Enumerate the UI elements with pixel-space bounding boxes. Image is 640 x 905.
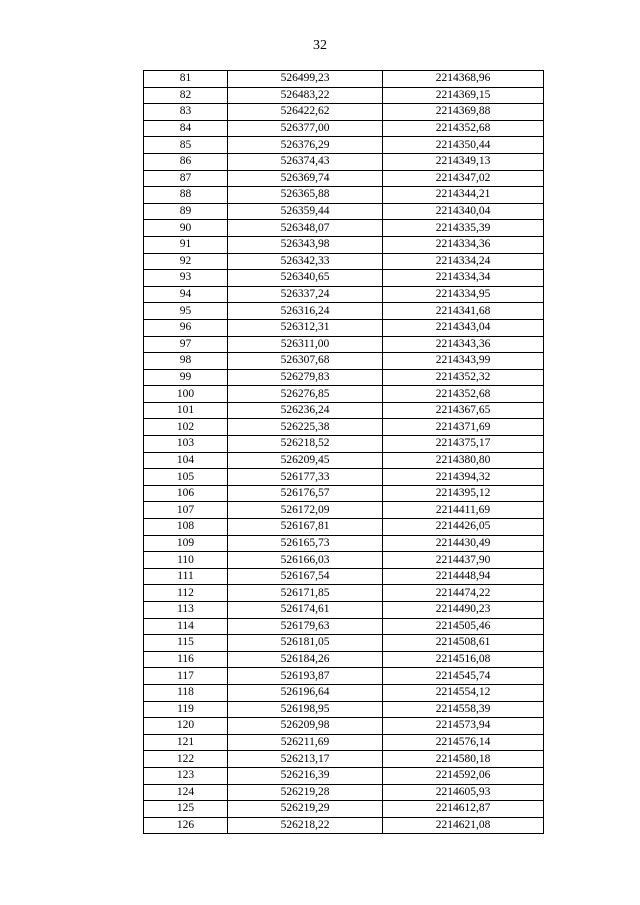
page-number: 32 <box>313 38 327 53</box>
x-coordinate-cell: 526172,09 <box>228 502 383 519</box>
point-number-cell: 83 <box>144 104 228 121</box>
y-coordinate-cell: 2214554,12 <box>383 684 544 701</box>
point-number-cell: 88 <box>144 187 228 204</box>
y-coordinate-cell: 2214411,69 <box>383 502 544 519</box>
table-row <box>144 203 544 220</box>
table-row <box>144 270 544 287</box>
point-number-cell: 125 <box>144 801 228 818</box>
x-coordinate-cell: 526219,28 <box>228 784 383 801</box>
table-row <box>144 585 544 602</box>
y-coordinate-cell: 2214341,68 <box>383 303 544 320</box>
table-row <box>144 87 544 104</box>
x-coordinate-cell: 526167,54 <box>228 568 383 585</box>
point-number-cell: 86 <box>144 153 228 170</box>
y-coordinate-cell: 2214347,02 <box>383 170 544 187</box>
point-number-cell: 122 <box>144 751 228 768</box>
point-number-cell: 85 <box>144 137 228 154</box>
x-coordinate-cell: 526359,44 <box>228 203 383 220</box>
table-row <box>144 419 544 436</box>
point-number-cell: 87 <box>144 170 228 187</box>
y-coordinate-cell: 2214352,68 <box>383 386 544 403</box>
point-number-cell: 104 <box>144 452 228 469</box>
table-row <box>144 369 544 386</box>
table-row <box>144 236 544 253</box>
x-coordinate-cell: 526374,43 <box>228 153 383 170</box>
table-row <box>144 817 544 834</box>
point-number-cell: 106 <box>144 485 228 502</box>
point-number-cell: 105 <box>144 469 228 486</box>
y-coordinate-cell: 2214352,32 <box>383 369 544 386</box>
point-number-cell: 102 <box>144 419 228 436</box>
point-number-cell: 117 <box>144 668 228 685</box>
point-number-cell: 114 <box>144 618 228 635</box>
point-number-cell: 100 <box>144 386 228 403</box>
x-coordinate-cell: 526218,22 <box>228 817 383 834</box>
x-coordinate-cell: 526311,00 <box>228 336 383 353</box>
y-coordinate-cell: 2214505,46 <box>383 618 544 635</box>
y-coordinate-cell: 2214367,65 <box>383 402 544 419</box>
x-coordinate-cell: 526209,98 <box>228 718 383 735</box>
table-row <box>144 120 544 137</box>
point-number-cell: 103 <box>144 436 228 453</box>
point-number-cell: 93 <box>144 270 228 287</box>
point-number-cell: 109 <box>144 535 228 552</box>
point-number-cell: 107 <box>144 502 228 519</box>
table-row <box>144 568 544 585</box>
y-coordinate-cell: 2214340,04 <box>383 203 544 220</box>
table-row <box>144 402 544 419</box>
x-coordinate-cell: 526337,24 <box>228 286 383 303</box>
table-row <box>144 701 544 718</box>
table-row <box>144 137 544 154</box>
point-number-cell: 126 <box>144 817 228 834</box>
point-number-cell: 124 <box>144 784 228 801</box>
x-coordinate-cell: 526165,73 <box>228 535 383 552</box>
table-row <box>144 170 544 187</box>
point-number-cell: 82 <box>144 87 228 104</box>
table-row <box>144 718 544 735</box>
table-row <box>144 552 544 569</box>
point-number-cell: 96 <box>144 319 228 336</box>
table-row <box>144 469 544 486</box>
table-row <box>144 635 544 652</box>
y-coordinate-cell: 2214474,22 <box>383 585 544 602</box>
y-coordinate-cell: 2214516,08 <box>383 651 544 668</box>
point-number-cell: 116 <box>144 651 228 668</box>
x-coordinate-cell: 526193,87 <box>228 668 383 685</box>
point-number-cell: 94 <box>144 286 228 303</box>
y-coordinate-cell: 2214334,95 <box>383 286 544 303</box>
y-coordinate-cell: 2214369,88 <box>383 104 544 121</box>
x-coordinate-cell: 526376,29 <box>228 137 383 154</box>
point-number-cell: 91 <box>144 236 228 253</box>
y-coordinate-cell: 2214437,90 <box>383 552 544 569</box>
y-coordinate-cell: 2214375,17 <box>383 436 544 453</box>
point-number-cell: 81 <box>144 71 228 88</box>
x-coordinate-cell: 526198,95 <box>228 701 383 718</box>
table-row <box>144 519 544 536</box>
x-coordinate-cell: 526181,05 <box>228 635 383 652</box>
y-coordinate-cell: 2214580,18 <box>383 751 544 768</box>
y-coordinate-cell: 2214350,44 <box>383 137 544 154</box>
point-number-cell: 118 <box>144 684 228 701</box>
y-coordinate-cell: 2214612,87 <box>383 801 544 818</box>
table-row <box>144 535 544 552</box>
y-coordinate-cell: 2214371,69 <box>383 419 544 436</box>
y-coordinate-cell: 2214576,14 <box>383 734 544 751</box>
x-coordinate-cell: 526236,24 <box>228 402 383 419</box>
x-coordinate-cell: 526365,88 <box>228 187 383 204</box>
point-number-cell: 112 <box>144 585 228 602</box>
point-number-cell: 120 <box>144 718 228 735</box>
y-coordinate-cell: 2214368,96 <box>383 71 544 88</box>
x-coordinate-cell: 526167,81 <box>228 519 383 536</box>
x-coordinate-cell: 526369,74 <box>228 170 383 187</box>
y-coordinate-cell: 2214592,06 <box>383 767 544 784</box>
x-coordinate-cell: 526218,52 <box>228 436 383 453</box>
x-coordinate-cell: 526343,98 <box>228 236 383 253</box>
table-row <box>144 436 544 453</box>
table-row <box>144 767 544 784</box>
coordinates-table <box>143 70 544 834</box>
table-row <box>144 651 544 668</box>
y-coordinate-cell: 2214344,21 <box>383 187 544 204</box>
point-number-cell: 84 <box>144 120 228 137</box>
x-coordinate-cell: 526177,33 <box>228 469 383 486</box>
x-coordinate-cell: 526316,24 <box>228 303 383 320</box>
point-number-cell: 123 <box>144 767 228 784</box>
table-row <box>144 220 544 237</box>
table-row <box>144 618 544 635</box>
table-row <box>144 801 544 818</box>
y-coordinate-cell: 2214395,12 <box>383 485 544 502</box>
table-row <box>144 286 544 303</box>
x-coordinate-cell: 526342,33 <box>228 253 383 270</box>
table-row <box>144 668 544 685</box>
point-number-cell: 119 <box>144 701 228 718</box>
point-number-cell: 98 <box>144 353 228 370</box>
x-coordinate-cell: 526348,07 <box>228 220 383 237</box>
x-coordinate-cell: 526276,85 <box>228 386 383 403</box>
x-coordinate-cell: 526340,65 <box>228 270 383 287</box>
point-number-cell: 110 <box>144 552 228 569</box>
y-coordinate-cell: 2214334,24 <box>383 253 544 270</box>
point-number-cell: 113 <box>144 602 228 619</box>
y-coordinate-cell: 2214349,13 <box>383 153 544 170</box>
point-number-cell: 101 <box>144 402 228 419</box>
y-coordinate-cell: 2214430,49 <box>383 535 544 552</box>
x-coordinate-cell: 526225,38 <box>228 419 383 436</box>
table-row <box>144 104 544 121</box>
y-coordinate-cell: 2214508,61 <box>383 635 544 652</box>
x-coordinate-cell: 526176,57 <box>228 485 383 502</box>
y-coordinate-cell: 2214369,15 <box>383 87 544 104</box>
y-coordinate-cell: 2214490,23 <box>383 602 544 619</box>
x-coordinate-cell: 526307,68 <box>228 353 383 370</box>
y-coordinate-cell: 2214334,36 <box>383 236 544 253</box>
coordinates-table-body <box>144 71 544 834</box>
y-coordinate-cell: 2214343,04 <box>383 319 544 336</box>
y-coordinate-cell: 2214621,08 <box>383 817 544 834</box>
point-number-cell: 121 <box>144 734 228 751</box>
x-coordinate-cell: 526312,31 <box>228 319 383 336</box>
y-coordinate-cell: 2214545,74 <box>383 668 544 685</box>
table-row <box>144 253 544 270</box>
table-row <box>144 602 544 619</box>
y-coordinate-cell: 2214426,05 <box>383 519 544 536</box>
table-row <box>144 386 544 403</box>
table-row <box>144 784 544 801</box>
x-coordinate-cell: 526216,39 <box>228 767 383 784</box>
x-coordinate-cell: 526219,29 <box>228 801 383 818</box>
x-coordinate-cell: 526483,22 <box>228 87 383 104</box>
table-row <box>144 319 544 336</box>
x-coordinate-cell: 526213,17 <box>228 751 383 768</box>
point-number-cell: 108 <box>144 519 228 536</box>
x-coordinate-cell: 526377,00 <box>228 120 383 137</box>
table-row <box>144 684 544 701</box>
y-coordinate-cell: 2214380,80 <box>383 452 544 469</box>
y-coordinate-cell: 2214448,94 <box>383 568 544 585</box>
y-coordinate-cell: 2214335,39 <box>383 220 544 237</box>
y-coordinate-cell: 2214334,34 <box>383 270 544 287</box>
y-coordinate-cell: 2214343,36 <box>383 336 544 353</box>
x-coordinate-cell: 526211,69 <box>228 734 383 751</box>
table-row <box>144 187 544 204</box>
point-number-cell: 115 <box>144 635 228 652</box>
table-row <box>144 734 544 751</box>
x-coordinate-cell: 526196,64 <box>228 684 383 701</box>
y-coordinate-cell: 2214352,68 <box>383 120 544 137</box>
x-coordinate-cell: 526209,45 <box>228 452 383 469</box>
x-coordinate-cell: 526499,23 <box>228 71 383 88</box>
table-row <box>144 452 544 469</box>
y-coordinate-cell: 2214394,32 <box>383 469 544 486</box>
point-number-cell: 92 <box>144 253 228 270</box>
point-number-cell: 90 <box>144 220 228 237</box>
y-coordinate-cell: 2214605,93 <box>383 784 544 801</box>
y-coordinate-cell: 2214343,99 <box>383 353 544 370</box>
table-row <box>144 353 544 370</box>
x-coordinate-cell: 526279,83 <box>228 369 383 386</box>
table-row <box>144 71 544 88</box>
x-coordinate-cell: 526174,61 <box>228 602 383 619</box>
table-row <box>144 485 544 502</box>
point-number-cell: 97 <box>144 336 228 353</box>
table-row <box>144 153 544 170</box>
y-coordinate-cell: 2214558,39 <box>383 701 544 718</box>
point-number-cell: 99 <box>144 369 228 386</box>
y-coordinate-cell: 2214573,94 <box>383 718 544 735</box>
point-number-cell: 89 <box>144 203 228 220</box>
table-row <box>144 751 544 768</box>
point-number-cell: 111 <box>144 568 228 585</box>
table-row <box>144 303 544 320</box>
x-coordinate-cell: 526184,26 <box>228 651 383 668</box>
x-coordinate-cell: 526422,62 <box>228 104 383 121</box>
x-coordinate-cell: 526171,85 <box>228 585 383 602</box>
x-coordinate-cell: 526179,63 <box>228 618 383 635</box>
table-row <box>144 502 544 519</box>
point-number-cell: 95 <box>144 303 228 320</box>
table-row <box>144 336 544 353</box>
x-coordinate-cell: 526166,03 <box>228 552 383 569</box>
